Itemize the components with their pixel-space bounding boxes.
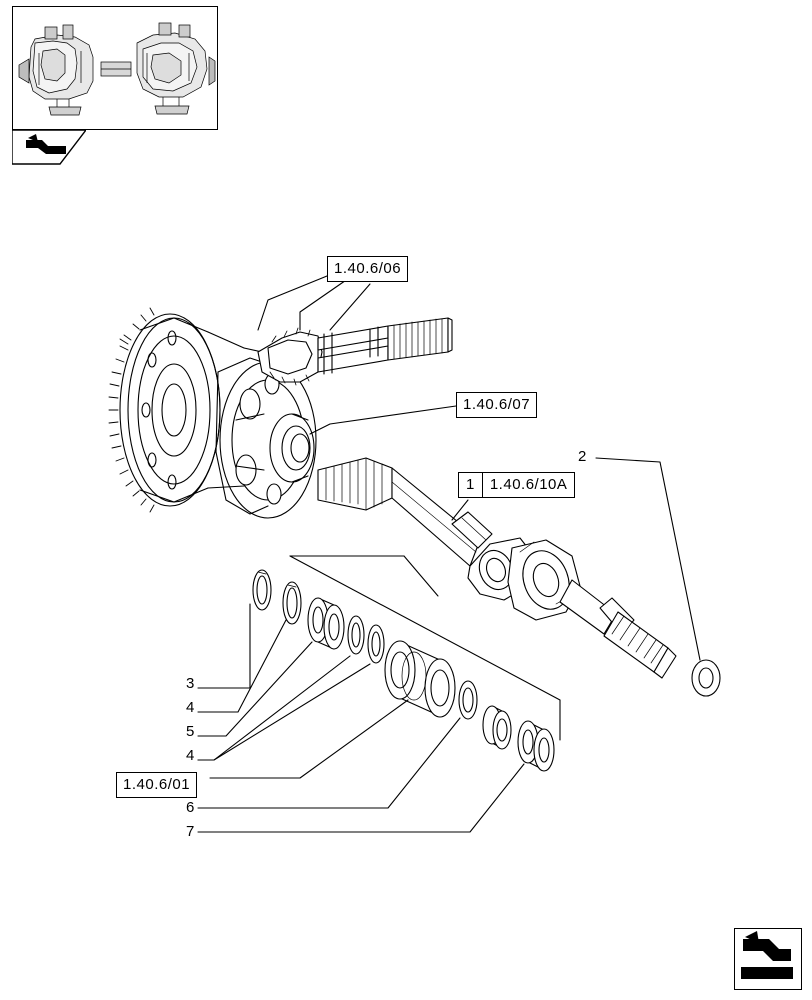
large-bearing <box>385 641 455 717</box>
reference-1406-06[interactable] <box>327 256 408 282</box>
item-number-6: 6 <box>186 799 195 816</box>
item-number-7: 7 <box>186 823 195 840</box>
pinion-shaft <box>318 318 452 374</box>
reference-1406-01[interactable] <box>116 772 197 798</box>
item-number-4-second: 4 <box>186 747 195 764</box>
washer-item-2 <box>692 660 720 696</box>
item-number-5: 5 <box>186 723 195 740</box>
reference-1406-10a-label: 1.40.6/10A <box>489 476 568 493</box>
seal-b <box>483 706 511 749</box>
page-direction-mark <box>734 928 802 990</box>
item-number-3: 3 <box>186 675 195 692</box>
reference-1406-10a[interactable] <box>458 472 575 498</box>
item-number-4-first: 4 <box>186 699 195 716</box>
small-parts-row <box>253 570 554 771</box>
reference-1406-10a-number: 1 <box>459 473 483 497</box>
snap-ring-a <box>253 570 271 610</box>
bearing-a <box>308 598 344 649</box>
seal-a <box>459 681 477 719</box>
snap-ring-b <box>283 582 301 624</box>
direction-arrow-icon <box>735 929 799 987</box>
reference-1406-07[interactable] <box>456 392 537 418</box>
item-number-2: 2 <box>578 448 587 465</box>
ring-gear <box>109 308 220 512</box>
reference-1406-06-label: 1.40.6/06 <box>334 260 402 277</box>
washer-a <box>348 616 364 654</box>
reference-1406-07-label: 1.40.6/07 <box>463 396 531 413</box>
seal-c <box>518 721 554 771</box>
washer-b <box>368 625 384 663</box>
reference-1406-01-label: 1.40.6/01 <box>123 776 191 793</box>
